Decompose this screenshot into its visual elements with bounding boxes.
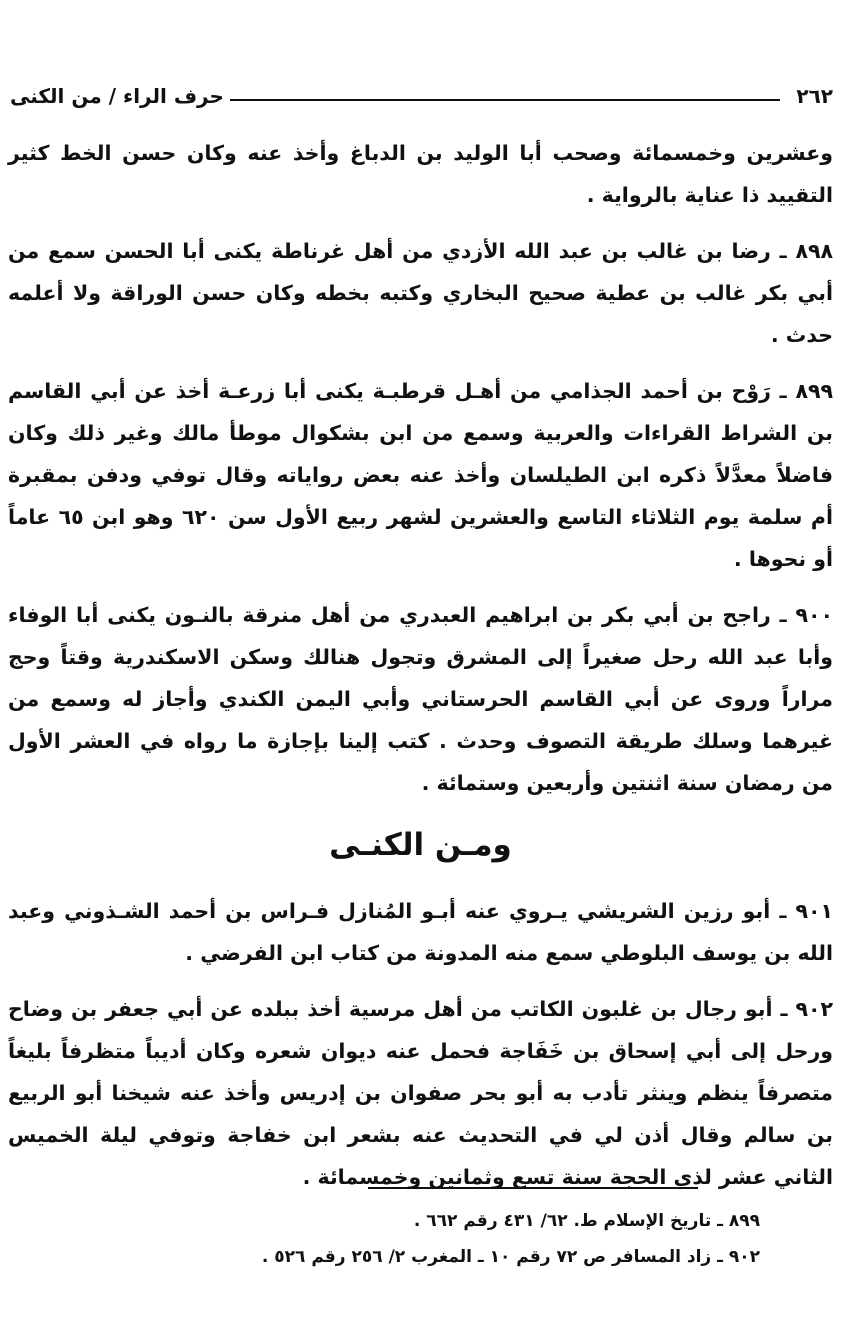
header-rule	[230, 99, 780, 101]
entry-902: ٩٠٢ ـ أبو رجال بن غلبون الكاتب من أهل مرسية أخذ ببلده عن أبي جعفر بن وضاح ورحل إلى أبي إسحاق بن خَفَاجة فحمل عنه ديوان شعره وكان أديباً متظرفاً بليغاً متصرفاً ينظم وينثر تأدب به أبو بحر صفوان بن إدريس وأخذ عنه شيخنا أبو الربيع بن سالم وقال أذن لي في التحديث عنه بشعر ابن خفاجة وتوفي ليلة الخميس الثاني عشر لذي الحجة سنة تسع وثمانين وخمسمائة .	[8, 997, 833, 1189]
entry-899: ٨٩٩ ـ رَوْح بن أحمد الجذامي من أهـل قرطبـة يكنى أبا زرعـة أخذ عن أبي القاسم بن الشراط القراءات والعربية وسمع من ابن بشكوال موطأ مالك وغير ذلك وكان فاضلاً معدَّلاً ذكره ابن الطيلسان وأخذ عنه بعض رواياته وقال توفي ودفن بمقبرة أم سلمة يوم الثلاثاء التاسع والعشرين لشهر ربيع الأول سن ٦٢٠ وهو ابن ٦٥ عاماً أو نحوها .	[8, 379, 833, 571]
entry-901: ٩٠١ ـ أبو رزين الشريشي يـروي عنه أبـو المُنازل فـراس بن أحمد الشـذوني وعبد الله بن يوسف البلوطي سمع منه المدونة من كتاب ابن الفرضي .	[8, 899, 833, 965]
section-heading: ومـن الكنـى	[329, 827, 512, 863]
footnote-rule	[368, 1187, 698, 1189]
page-number: ٢٦٢	[796, 84, 833, 108]
entry-900: ٩٠٠ ـ راجح بن أبي بكر بن ابراهيم العبدري من أهل منرقة بالنـون يكنى أبا الوفاء وأبا عبد الله رحل صغيراً إلى المشرق وتجول هنالك وسكن الاسكندرية وقتاً وحج مراراً وروى عن أبي القاسم الحرستاني وأبي اليمن الكندي وأجاز له وسمع من غيرهما وسلك طريقة التصوف وحدث . كتب إلينا بإجازة ما رواه في العشر الأول من رمضان سنة اثنتين وأربعين وستمائة .	[8, 603, 833, 795]
footnote-902: ٩٠٢ ـ زاد المسافر ص ٧٢ رقم ١٠ ـ المغرب ٢/ ٢٥٦ رقم ٥٢٦ .	[261, 1247, 760, 1267]
running-title: حرف الراء / من الكنى	[10, 84, 224, 108]
entry-898: ٨٩٨ ـ رضا بن غالب بن عبد الله الأزدي من أهل غرناطة يكنى أبا الحسن سمع من أبي بكر غالب بن عطية صحيح البخاري وكتبه بخطه وكان حسن الوراقة ولا أعلمه حدث .	[8, 239, 833, 347]
paragraph-continuation: وعشرين وخمسمائة وصحب أبا الوليد بن الدباغ وأخذ عنه وكان حسن الخط كثير التقييد ذا عناية بالرواية .	[8, 141, 833, 207]
main-text	[8, 132, 833, 1212]
footnotes	[150, 1203, 760, 1275]
footnote-899: ٨٩٩ ـ تاريخ الإسلام ط. ٦٢/ ٤٣١ رقم ٦٦٢ .	[413, 1211, 760, 1231]
page-header	[10, 78, 833, 114]
